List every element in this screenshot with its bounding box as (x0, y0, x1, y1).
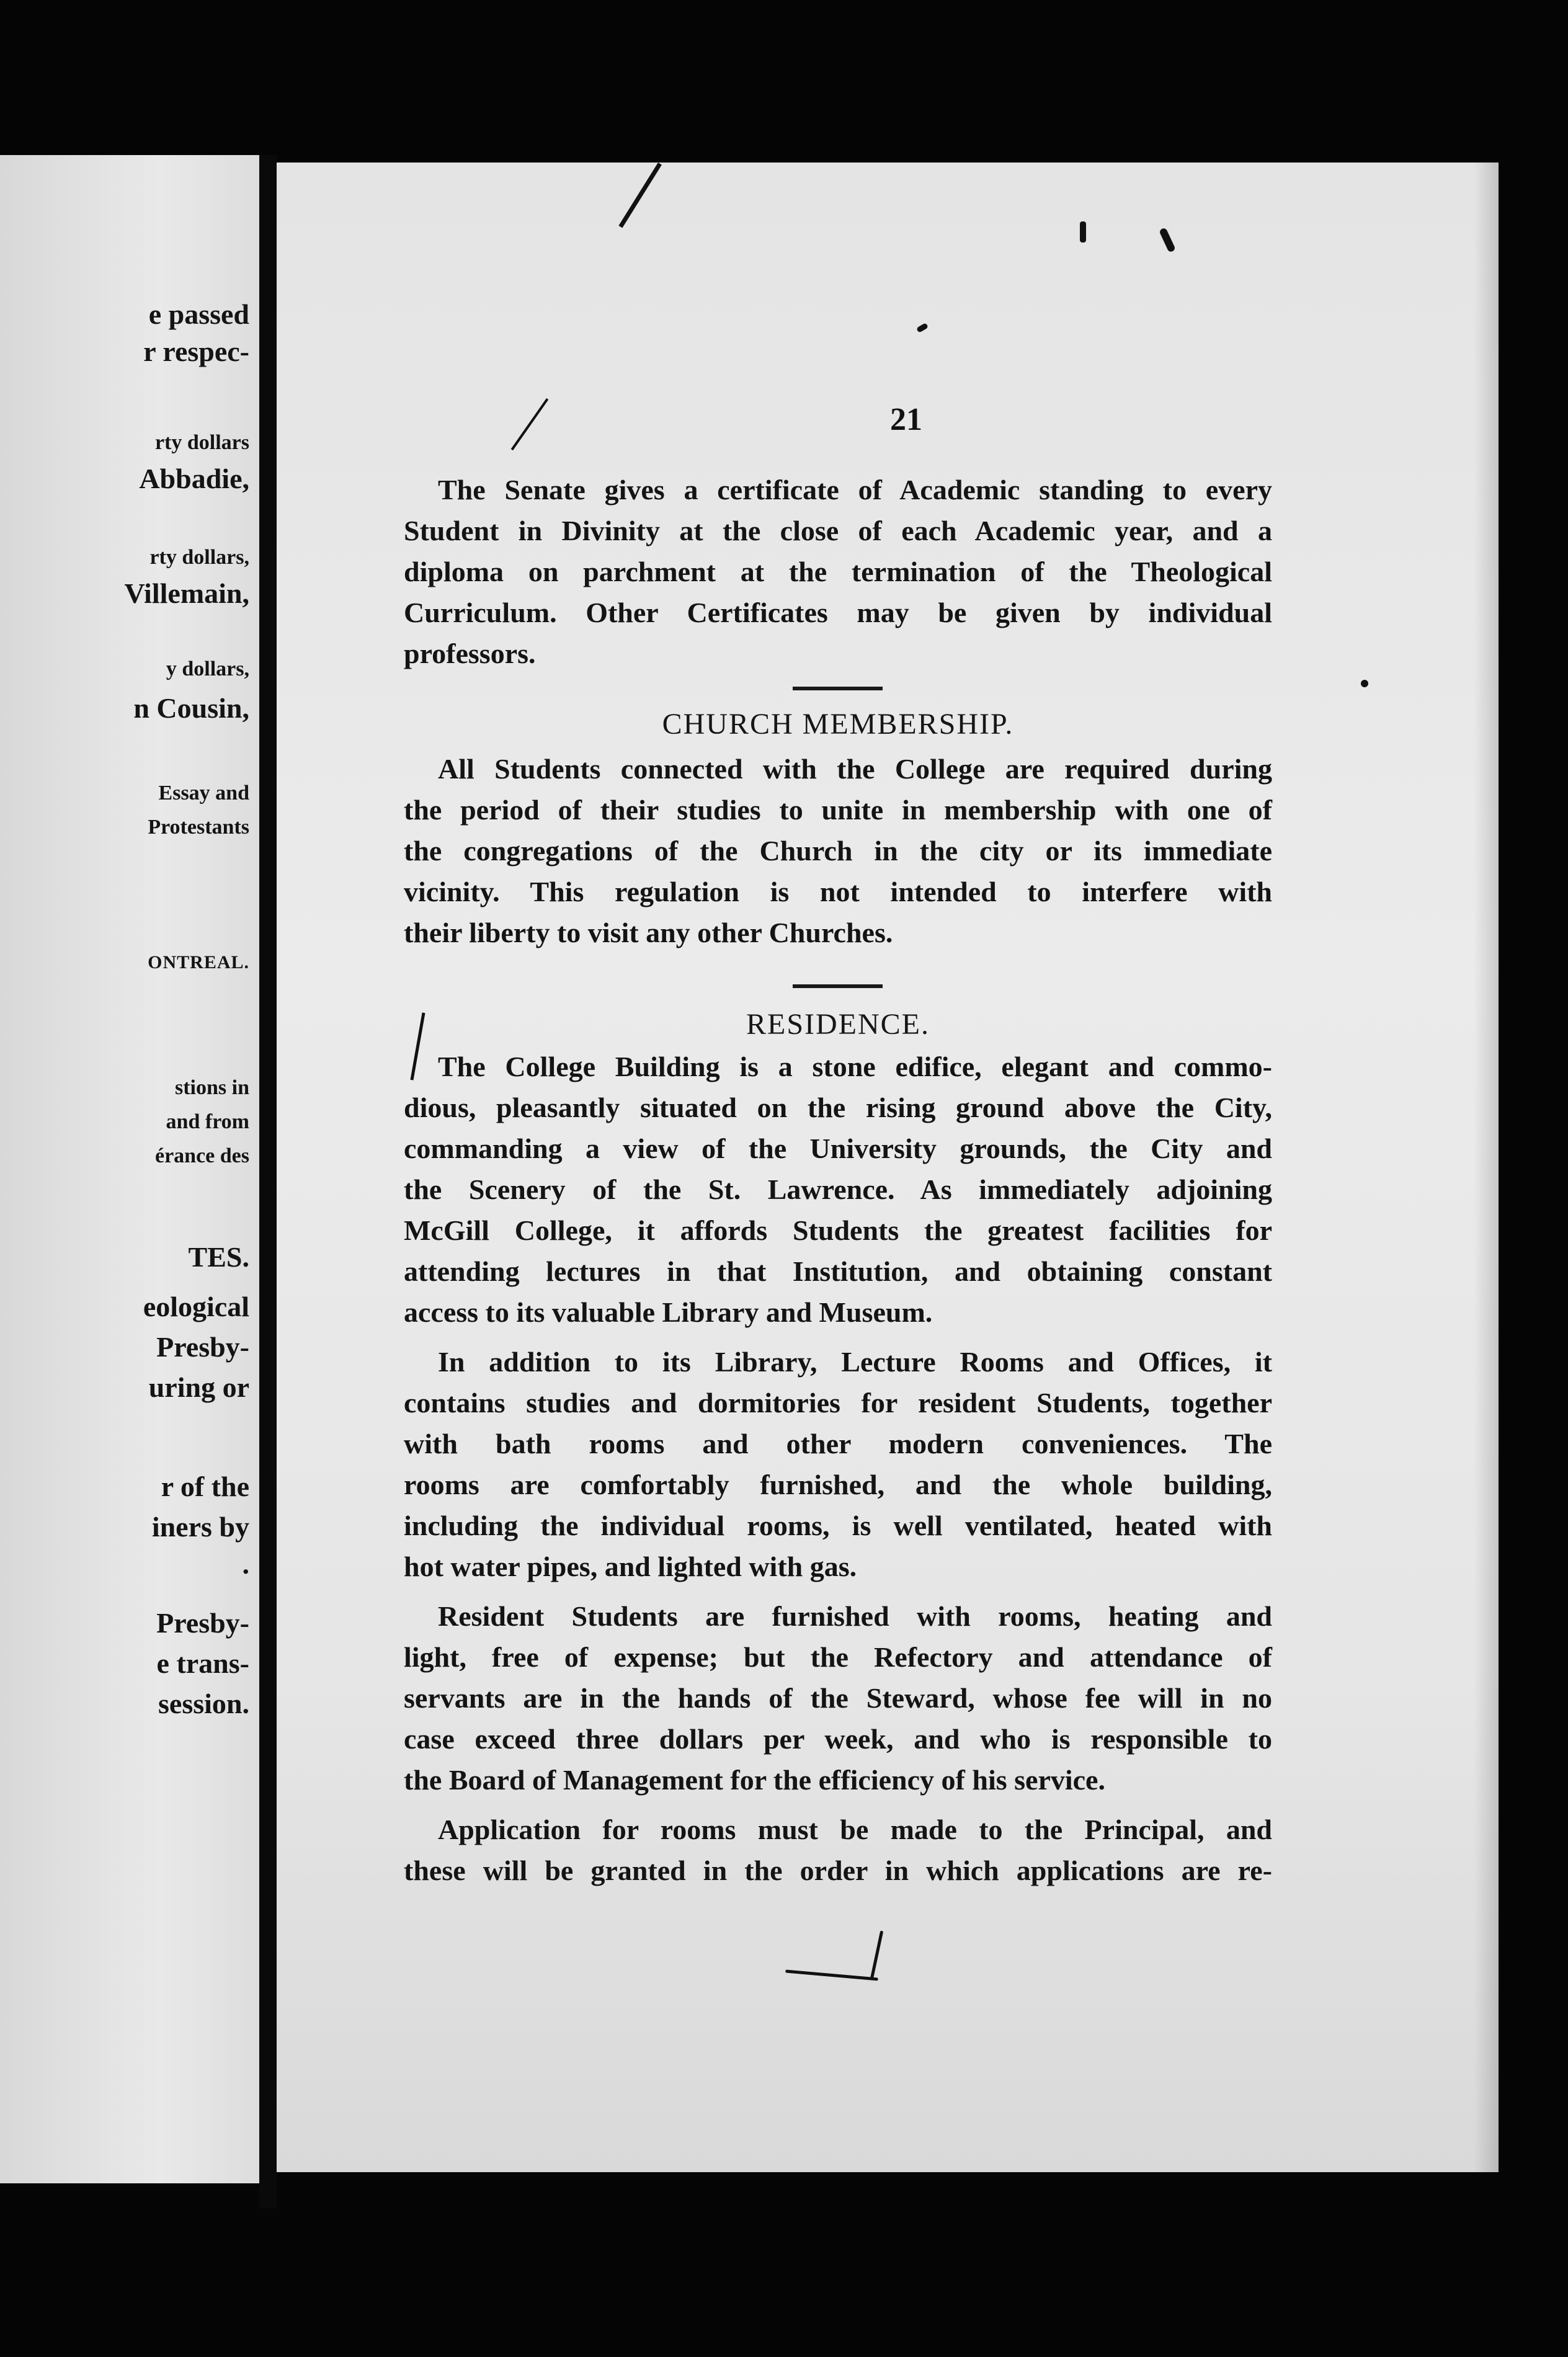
text-line: case exceed three dollars per week, and who is responsible to (404, 1723, 1272, 1755)
left-page-text-line: y dollars, (166, 657, 249, 680)
stray-mark (785, 1969, 878, 1981)
text-line: the period of their studies to unite in membership with one of (404, 794, 1272, 826)
text-line: the congregations of the Church in the city or its immediate (404, 835, 1272, 867)
right-page (277, 163, 1499, 2172)
text-line: Application for rooms must be made to the Principal, and (438, 1814, 1272, 1845)
stray-mark (1080, 221, 1086, 243)
church-membership-paragraph (404, 749, 1272, 953)
residence-paragraphs (404, 1046, 1272, 1891)
stray-mark (870, 1930, 884, 1979)
left-page-text-line: and from (166, 1110, 249, 1133)
residence-paragraph (404, 1046, 1272, 1333)
left-page-text-line: rty dollars (154, 431, 249, 454)
text-line: Student in Divinity at the close of each Academic year, and a (404, 515, 1272, 546)
text-line: with bath rooms and other modern conveniences. The (404, 1428, 1272, 1459)
stray-mark (618, 163, 662, 228)
text-line: contains studies and dormitories for resident Students, together (404, 1387, 1272, 1419)
text-line: the Board of Management for the efficiency of his service. (404, 1764, 1105, 1796)
left-page-text-line: iners by (151, 1511, 249, 1543)
text-line: light, free of expense; but the Refectory and attendance of (404, 1641, 1272, 1673)
left-page-text-line: Essay and (158, 782, 249, 804)
text-line: McGill College, it affords Students the greatest facilities for (404, 1214, 1272, 1246)
book-gutter (259, 155, 277, 2208)
left-page-text-line: Villemain, (124, 577, 249, 609)
text-line: professors. (404, 638, 536, 669)
text-line: All Students connected with the College are required during (438, 753, 1272, 785)
left-page-text-line: . (242, 1548, 249, 1580)
text-line: servants are in the hands of the Steward, whose fee will in no (404, 1682, 1272, 1714)
left-page-text-line: rty dollars, (149, 546, 249, 569)
stray-mark (1159, 227, 1176, 252)
text-line: including the individual rooms, is well ventilated, heated with (404, 1510, 1272, 1541)
text-line: rooms are comfortably furnished, and the whole building, (404, 1469, 1272, 1500)
stray-mark (1361, 680, 1368, 687)
residence-heading: RESIDENCE. (746, 1008, 930, 1041)
left-page-text-line: eological (143, 1291, 249, 1322)
left-page-text-line: Presby- (156, 1331, 249, 1363)
text-line: the Scenery of the St. Lawrence. As immediately adjoining (404, 1174, 1272, 1205)
left-page-text-line: TES. (188, 1241, 249, 1273)
left-page-text-line: session. (158, 1688, 249, 1719)
text-line: In addition to its Library, Lecture Rooms and Offices, it (438, 1346, 1272, 1378)
page-edge-shadow (1474, 163, 1499, 2172)
text-line: Curriculum. Other Certificates may be given by individual (404, 597, 1272, 628)
text-line: access to its valuable Library and Museum. (404, 1296, 933, 1328)
section-divider (793, 984, 883, 988)
left-page-text-line: Presby- (156, 1607, 249, 1639)
page-number: 21 (890, 402, 922, 437)
left-facing-page (0, 155, 267, 2183)
left-page-text-line: r respec- (143, 336, 249, 367)
residence-paragraph (404, 1596, 1272, 1801)
text-line: dious, pleasantly situated on the rising ground above the City, (404, 1092, 1272, 1123)
left-page-text-line: e trans- (156, 1647, 249, 1679)
left-page-text-line: stions in (175, 1076, 249, 1099)
text-line: attending lectures in that Institution, and obtaining constant (404, 1255, 1272, 1287)
left-page-text-line: Protestants (148, 816, 249, 839)
text-line: their liberty to visit any other Churches. (404, 917, 893, 948)
left-page-text-line: Abbadie, (139, 463, 249, 494)
text-line: diploma on parchment at the termination of the Theological (404, 556, 1272, 587)
text-line: vicinity. This regulation is not intended to interfere with (404, 876, 1272, 907)
text-line: The College Building is a stone edifice, elegant and commo- (438, 1051, 1272, 1082)
text-line: commanding a view of the University grounds, the City and (404, 1133, 1272, 1164)
residence-paragraph (404, 1809, 1272, 1891)
left-page-text-line: e passed (148, 298, 249, 330)
text-line: these will be granted in the order in which applications are re- (404, 1855, 1272, 1886)
text-line: The Senate gives a certificate of Academic standing to every (438, 474, 1272, 506)
senate-paragraph (404, 470, 1272, 674)
church-membership-heading: CHURCH MEMBERSHIP. (662, 708, 1014, 741)
left-page-text-line: r of the (161, 1471, 249, 1502)
text-line: hot water pipes, and lighted with gas. (404, 1551, 857, 1582)
text-line: Resident Students are furnished with rooms, heating and (438, 1600, 1272, 1632)
left-page-text-line: n Cousin, (133, 692, 249, 724)
left-page-text-line: ONTREAL. (148, 952, 249, 973)
section-divider (793, 687, 883, 690)
left-page-text-line: érance des (154, 1144, 249, 1167)
residence-paragraph (404, 1342, 1272, 1587)
stray-mark (916, 323, 929, 333)
left-page-text-line: uring or (148, 1371, 249, 1403)
